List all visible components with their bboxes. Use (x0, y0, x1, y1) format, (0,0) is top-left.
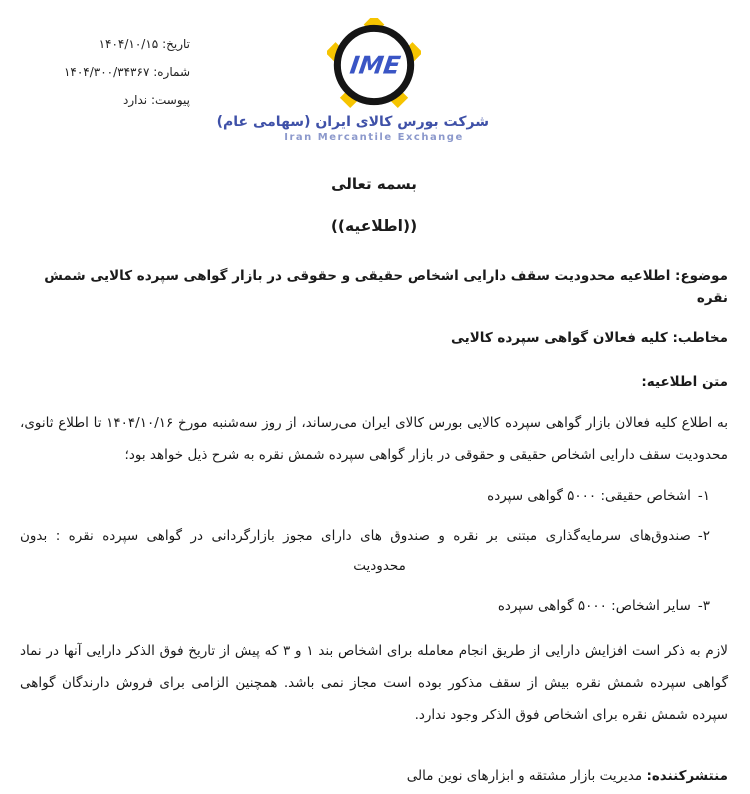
list-item-1 (20, 481, 710, 511)
item-1-text: اشخاص حقیقی: ۵۰۰۰ گواهی سپرده (487, 488, 691, 504)
letter-meta (30, 30, 190, 114)
item-2-text-line1: صندوق‌های سرمایه‌گذاری مبتنی بر نقره و صندوق های دارای مجوز بازارگردانی در گواهی سپرده نقره : بدون (20, 528, 691, 544)
date-label: تاریخ: (162, 37, 190, 51)
audience-text: کلیه فعالان گواهی سپرده کالایی (451, 330, 668, 346)
intro-paragraph: به اطلاع کلیه فعالان بازار گواهی سپرده کالایی بورس کالای ایران می‌رساند، از روز سه‌شنبه مورخ ۱۴۰۴/۱۰/۱۶ تا اطلاع ثانوی، محدودیت سقف دارایی اشخاص حقیقی و حقوقی در بازار گواهی سپرده شمش نقره به شرح ذیل خواهد بود؛ (20, 415, 728, 463)
item-2-number: ۲- (697, 528, 710, 544)
item-3-number: ۳- (697, 598, 710, 614)
ime-logo (216, 18, 489, 143)
subject-line (20, 265, 728, 309)
notice-title: ((اطلاعیه)) (330, 217, 418, 235)
subject-label: موضوع: (675, 268, 728, 284)
item-1-number: ۱- (697, 488, 710, 504)
list-item-3 (20, 591, 710, 621)
number-value: ۱۴۰۴/۳۰۰/۳۴۳۶۷ (63, 65, 150, 79)
number-label: شماره: (153, 65, 190, 79)
basmala-heading: بسمه تعالی (331, 175, 417, 193)
publisher-label: منتشرکننده: (646, 768, 728, 784)
company-name-en: Iran Mercantile Exchange (284, 132, 464, 143)
audience-label: مخاطب: (672, 330, 728, 346)
closing-paragraph: لازم به ذکر است افزایش دارایی از طریق انجام معامله برای اشخاص بند ۱ و ۳ که پیش از تاریخ فوق الذکر دارایی آنها در نماد گواهی سپرده شمش نقره بیش از سقف مذکور بوده است مجاز نمی باشد. همچنین الزامی برای فروش دارندگان گواهی سپرده شمش نقره برای اشخاص فوق الذکر وجود ندارد. (20, 643, 728, 723)
date-value: ۱۴۰۴/۱۰/۱۵ (98, 37, 159, 51)
company-name-fa: شرکت بورس کالای ایران (سهامی عام) (216, 114, 489, 130)
item-2-text-block (20, 521, 691, 581)
item-2-text-line2: محدودیت (353, 558, 406, 574)
publisher-text: مدیریت بازار مشتقه و ابزارهای نوین مالی (406, 768, 643, 784)
meta-attachment (30, 86, 190, 114)
meta-date (30, 30, 190, 58)
ime-monogram: IME (348, 50, 403, 80)
audience-line (20, 327, 728, 349)
publisher-line (20, 765, 728, 787)
limit-items-list (20, 481, 728, 621)
attachment-label: پیوست: (150, 93, 190, 107)
attachment-value: ندارد (123, 93, 148, 107)
list-item-2 (20, 521, 710, 581)
body-section-label: متن اطلاعیه: (641, 374, 728, 390)
item-3-text: سایر اشخاص: ۵۰۰۰ گواهی سپرده (497, 598, 691, 614)
meta-number (30, 58, 190, 86)
subject-text: اطلاعیه محدودیت سقف دارایی اشخاص حقیقی و حقوقی در بازار گواهی سپرده کالایی شمش نقره (44, 268, 728, 306)
ime-emblem-icon (327, 18, 421, 112)
